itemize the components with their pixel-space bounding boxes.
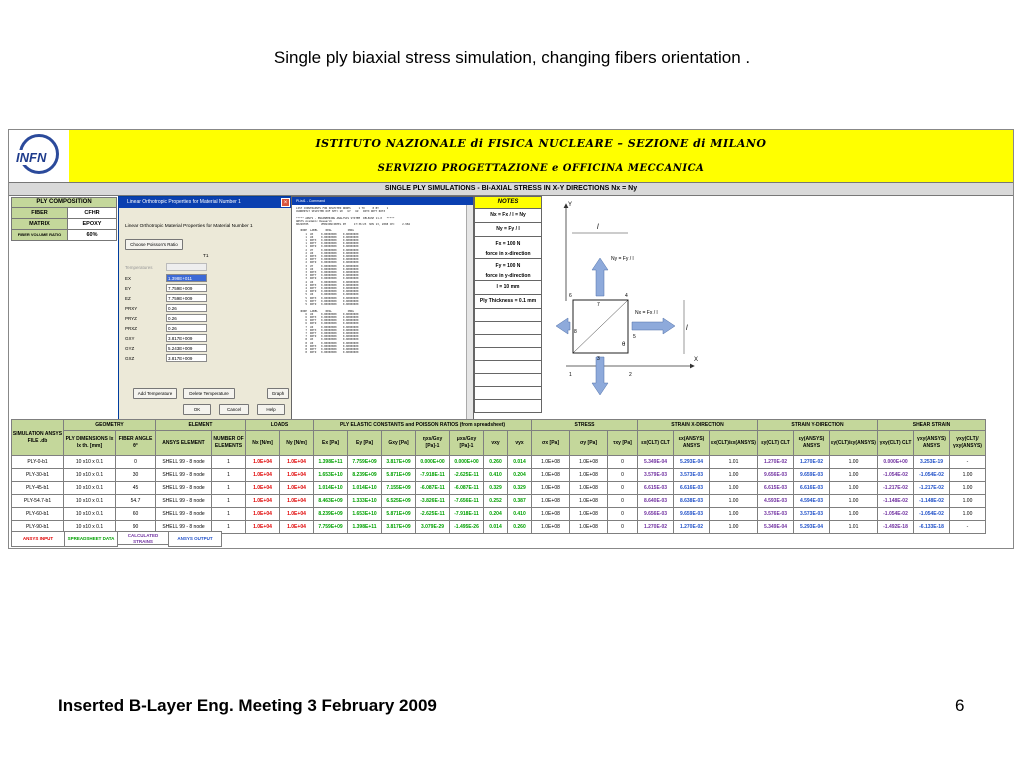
table-cell: 1.0E+04 [280, 521, 314, 534]
table-header: εy(CLT) CLT [758, 431, 794, 456]
table-cell: SHELL 99 - 8 node [156, 508, 212, 521]
ok-button[interactable]: OK [183, 404, 211, 415]
spreadsheet-image [8, 129, 1014, 549]
table-header: εy(ANSYS) ANSYS [794, 431, 830, 456]
table-cell: 6.615E-03 [758, 482, 794, 495]
table-cell: 30 [116, 469, 156, 482]
choose-poisson-button[interactable]: Choose Poisson's Ratio [125, 239, 183, 250]
table-cell: 1.0E+08 [570, 469, 608, 482]
delete-temperature-button[interactable]: Delete Temperature [183, 388, 235, 399]
table-cell: 3.579E-03 [638, 469, 674, 482]
force-arrow-left [556, 318, 570, 334]
infn-logo: INFN [9, 130, 70, 182]
table-row [12, 508, 986, 521]
table-cell: -1.217E-02 [914, 482, 950, 495]
table-cell: 1.00 [830, 456, 878, 469]
table-cell: 1.00 [710, 482, 758, 495]
table-cell: 1.00 [830, 495, 878, 508]
table-cell: -7.918E-11 [416, 469, 450, 482]
prop-field-prxz[interactable]: 0.26 [166, 324, 207, 332]
table-cell: 1.0E+04 [246, 469, 280, 482]
table-cell: 1.00 [710, 495, 758, 508]
table-cell: 0.260 [508, 521, 532, 534]
table-cell: 1.0E+08 [570, 521, 608, 534]
table-row [12, 456, 986, 469]
load-diagram [544, 196, 712, 418]
table-cell: 0.000E+00 [450, 456, 484, 469]
table-cell: -3.826E-11 [416, 495, 450, 508]
page-number: 6 [955, 696, 965, 715]
table-cell: 1.0E+08 [570, 508, 608, 521]
table-cell: 8.638E-03 [674, 495, 710, 508]
table-cell: 8.239E+09 [348, 469, 382, 482]
table-cell: 1 [212, 482, 246, 495]
table-header: νxy [484, 431, 508, 456]
table-cell: PLY-0-b1 [12, 456, 64, 469]
close-icon[interactable]: × [281, 198, 290, 207]
table-cell: 1.0E+08 [532, 482, 570, 495]
table-header: Gxy [Pa] [382, 431, 416, 456]
table-cell: 0.410 [508, 508, 532, 521]
table-cell: 7.155E+09 [382, 482, 416, 495]
svg-text:7: 7 [597, 302, 600, 308]
ansys-constraint-listing: PList1 - Command LIST CONSTRAINTS FOR SELECTED NODES 1 TO 8 BY 1 CURRENTLY SELECTED DOF SET= UX UY UZ ROTX ROTY ROTZ ***** ANSYS - ENGINEERING ANALYSIS SYSTEM RELEASE 11.0 ***** ANSYS Academic Research 00228785 VERSION=INTEL NT 17:36:23 NOV 13, 2008 CP= 2.984 NODE LABEL REAL IMAG 1 UX 0.00000000 0.00000000 1 UZ 0.00000000 0.00000000 1 ROTX 0.00000000 0.00000000 1 ROTY 0.00000000 0.00000000 1 ROTZ 0.00000000 0.00000000 2 UY 0.00000000 0.00000000 2 UZ 0.00000000 0.00000000 2 ROTX 0.00000000 0.00000000 2 ROTY 0.00000000 0.00000000 2 ROTZ 0.00000000 0.00000000 3 UY 0.00000000 0.00000000 3 UZ 0.00000000 0.00000000 3 ROTX 0.00000000 0.00000000 3 ROTY 0.00000000 0.00000000 3 ROTZ 0.00000000 0.00000000 4 UZ 0.00000000 0.00000000 4 ROTX 0.00000000 0.00000000 4 ROTY 0.00000000 0.00000000 4 ROTZ 0.00000000 0.00000000 5 UZ 0.00000000 0.00000000 5 ROTX 0.00000000 0.00000000 5 ROTY 0.00000000 0.00000000 5 ROTZ 0.00000000 0.00000000 NODE LABEL REAL IMAG 6 UZ 0.00000000 0.00000000 6 ROTX 0.00000000 0.00000000 6 ROTY 0.00000000 0.00000000 6 ROTZ 0.00000000 0.00000000 7 UZ 0.00000000 0.00000000 7 ROTX 0.00000000 0.00000000 7 ROTY 0.00000000 0.00000000 7 ROTZ 0.00000000 0.00000000 8 UX 0.00000000 0.00000000 8 UZ 0.00000000 0.00000000 8 ROTX 0.00000000 0.00000000 8 ROTY 0.00000000 0.00000000 8 ROTZ 0.00000000 0.00000000 [291, 196, 474, 420]
table-cell: 5.349E-04 [758, 521, 794, 534]
table-cell: PLY-90-b1 [12, 521, 64, 534]
svg-text:1: 1 [569, 372, 572, 378]
table-cell: 1.333E+10 [348, 495, 382, 508]
table-cell: 0.410 [484, 469, 508, 482]
table-cell: 1.00 [830, 469, 878, 482]
footer-meeting: Inserted B-Layer Eng. Meeting 3 February 2009 [58, 696, 437, 715]
table-cell: 0.260 [484, 456, 508, 469]
table-cell: 0.329 [484, 482, 508, 495]
table-header: NUMBER OF ELEMENTS [212, 431, 246, 456]
table-cell: -6.087E-11 [450, 482, 484, 495]
table-cell: 0.252 [484, 495, 508, 508]
table-cell: 1.270E-02 [674, 521, 710, 534]
table-cell: SHELL 99 - 8 node [156, 456, 212, 469]
table-cell: 5.293E-04 [674, 456, 710, 469]
table-cell: 0 [608, 495, 638, 508]
table-cell: 10 x10 x 0.1 [64, 469, 116, 482]
table-cell: 5.293E-04 [794, 521, 830, 534]
table-cell: -1.054E-02 [914, 508, 950, 521]
nx-label: Nx = Fx / l [635, 310, 658, 316]
table-cell: 0.000E+00 [416, 456, 450, 469]
table-cell: 8.239E+09 [314, 508, 348, 521]
table-header: γxy(CLT)/γxy(ANSYS) [950, 431, 986, 456]
table-cell: 10 x10 x 0.1 [64, 482, 116, 495]
svg-text:3: 3 [597, 356, 600, 362]
table-cell: 1.00 [950, 508, 986, 521]
table-cell: PLY-30-b1 [12, 469, 64, 482]
table-cell: -1.495E-26 [450, 521, 484, 534]
table-cell: 3.576E-03 [758, 508, 794, 521]
table-cell: SHELL 99 - 8 node [156, 482, 212, 495]
table-cell: 1.00 [830, 482, 878, 495]
table-cell: 1.0E+08 [532, 495, 570, 508]
table-cell: -2.625E-11 [450, 469, 484, 482]
prop-field-gyz[interactable]: 5.243E+009 [166, 344, 207, 352]
table-cell: 4.594E-03 [794, 495, 830, 508]
notes-panel: NOTES Nx = Fx / l = Ny Ny = Fy / l Fx = 100 N force in x-direction Fy = 100 N force in y-direction l = 10 mm Ply Thickness = 0.1 mm [474, 196, 542, 418]
table-cell: 1.0E+04 [280, 469, 314, 482]
table-header: εx(CLT)/εx(ANSYS) [710, 431, 758, 456]
x-axis-label: X [694, 357, 699, 363]
table-cell: 1.00 [710, 521, 758, 534]
table-cell: 1.0E+04 [280, 482, 314, 495]
table-cell: 0 [608, 482, 638, 495]
table-cell: 90 [116, 521, 156, 534]
table-cell: 10 x10 x 0.1 [64, 456, 116, 469]
table-cell: 1 [212, 495, 246, 508]
listing-text: LIST CONSTRAINTS FOR SELECTED NODES 1 TO 8 BY 1 CURRENTLY SELECTED DOF SET= UX UY UZ ROTX ROTY ROTZ ***** ANSYS - ENGINEERING ANALYSIS SYSTEM RELEASE 11.0 ***** ANSYS Academic Research 00228785 VERSION=INTEL NT 17:36:23 NOV 13, 2008 CP= 2.984 NODE LABEL REAL IMAG 1 UX 0.00000000 0.00000000 1 UZ 0.00000000 0.00000000 1 ROTX 0.00000000 0.00000000 1 ROTY 0.00000000 0.00000000 1 ROTZ 0.00000000 0.00000000 2 UY 0.00000000 0.00000000 2 UZ 0.00000000 0.00000000 2 ROTX 0.00000000 0.00000000 2 ROTY 0.00000000 0.00000000 2 ROTZ 0.00000000 0.00000000 3 UY 0.00000000 0.00000000 3 UZ 0.00000000 0.00000000 3 ROTX 0.00000000 0.00000000 3 ROTY 0.00000000 0.00000000 3 ROTZ 0.00000000 0.00000000 4 UZ 0.00000000 0.00000000 4 ROTX 0.00000000 0.00000000 4 ROTY 0.00000000 0.00000000 4 ROTZ 0.00000000 0.00000000 5 UZ 0.00000000 0.00000000 5 ROTX 0.00000000 0.00000000 5 ROTY 0.00000000 0.00000000 5 ROTZ 0.00000000 0.00000000 NODE LABEL REAL IMAG 6 UZ 0.00000000 0.00000000 6 ROTX 0.00000000 0.00000000 6 ROTY 0.00000000 0.00000000 6 ROTZ 0.00000000 0.00000000 7 UZ 0.00000000 0.00000000 7 ROTX 0.00000000 0.00000000 7 ROTY 0.00000000 0.00000000 7 ROTZ 0.00000000 0.00000000 8 UX 0.00000000 0.00000000 8 UZ 0.00000000 0.00000000 8 ROTX 0.00000000 0.00000000 8 ROTY 0.00000000 0.00000000 8 ROTZ 0.00000000 0.00000000 [296, 207, 410, 355]
table-cell: 9.656E-03 [638, 508, 674, 521]
prop-field-ex[interactable]: 1.398E+011 [166, 274, 207, 282]
table-cell: 6.615E-03 [638, 482, 674, 495]
color-legend: ANSYS INPUT SPREADSHEET DATA CALCULATED STRAINS ANSYS OUTPUT [11, 531, 221, 547]
prop-field-prxy[interactable]: 0.26 [166, 304, 207, 312]
table-cell: 1.00 [950, 482, 986, 495]
table-cell: 1.0E+04 [246, 482, 280, 495]
table-header: Ey [Pa] [348, 431, 382, 456]
table-header: γxy(CLT) CLT [878, 431, 914, 456]
table-cell: 1.398E+11 [314, 456, 348, 469]
table-cell: 6.616E-03 [794, 482, 830, 495]
table-cell: 0 [608, 469, 638, 482]
table-cell: 1 [212, 521, 246, 534]
table-cell: 6.525E+09 [382, 495, 416, 508]
table-cell: -1.148E-02 [914, 495, 950, 508]
table-cell: 3.573E-03 [794, 508, 830, 521]
table-cell: 10 x10 x 0.1 [64, 508, 116, 521]
banner-line-1: ISTITUTO NAZIONALE di FISICA NUCLEARE – SEZIONE di MILANO [315, 137, 767, 150]
slide-title: Single ply biaxial stress simulation, changing fibers orientation . [273, 48, 751, 67]
table-cell: 1.00 [710, 508, 758, 521]
table-cell: 4.593E-03 [758, 495, 794, 508]
banner-line-2: SERVIZIO PROGETTAZIONE e OFFICINA MECCANICA [377, 163, 705, 174]
table-cell: 0.014 [484, 521, 508, 534]
table-header: εy(CLT)/εy(ANSYS) [830, 431, 878, 456]
table-cell: 1.00 [830, 508, 878, 521]
table-header: γxy(ANSYS) ANSYS [914, 431, 950, 456]
table-cell: 0 [608, 521, 638, 534]
table-cell: 0.329 [508, 482, 532, 495]
table-header: σy [Pa] [570, 431, 608, 456]
cancel-button[interactable]: Cancel [219, 404, 249, 415]
table-header: μxs/Gxy [Pa]-1 [450, 431, 484, 456]
table-cell: - [950, 521, 986, 534]
table-cell: 0.014 [508, 456, 532, 469]
prop-field-ey[interactable]: 7.759E+009 [166, 284, 207, 292]
table-cell: 5.871E+09 [382, 508, 416, 521]
table-cell: 1.398E+11 [348, 521, 382, 534]
graph-button[interactable]: Graph [267, 388, 289, 399]
table-cell: 1.01 [710, 456, 758, 469]
help-button[interactable]: Help [257, 404, 285, 415]
institute-banner [69, 130, 1013, 182]
table-header: PLY DIMENSIONS lx lx th. [mm] [64, 431, 116, 456]
table-cell: 1.270E-02 [638, 521, 674, 534]
svg-text:2: 2 [629, 372, 632, 378]
table-cell: 1.0E+04 [280, 495, 314, 508]
table-header: ηxs/Gxy [Pa]-1 [416, 431, 450, 456]
table-cell: -1.054E-02 [878, 469, 914, 482]
table-row [12, 495, 986, 508]
force-arrow-up [592, 258, 608, 296]
table-cell: 5.871E+09 [382, 469, 416, 482]
table-cell: 1.0E+08 [532, 456, 570, 469]
table-row [12, 469, 986, 482]
table-cell: 1.0E+08 [532, 508, 570, 521]
table-header: ANSYS ELEMENT [156, 431, 212, 456]
table-cell: 0.000E+00 [878, 456, 914, 469]
table-header: εx(CLT) CLT [638, 431, 674, 456]
table-header: Ny [N/m] [280, 431, 314, 456]
prop-field-pryz[interactable]: 0.26 [166, 314, 207, 322]
prop-field-gxz[interactable]: 3.817E+009 [166, 354, 207, 362]
table-cell: 0.387 [508, 495, 532, 508]
prop-field-gxy[interactable]: 3.817E+009 [166, 334, 207, 342]
table-cell: 1.0E+08 [532, 469, 570, 482]
table-cell: 1.270E-02 [794, 456, 830, 469]
table-cell: 3.817E+09 [382, 521, 416, 534]
table-cell: 1.270E-02 [758, 456, 794, 469]
table-cell: 60 [116, 508, 156, 521]
table-cell: 10 x10 x 0.1 [64, 495, 116, 508]
table-row [12, 482, 986, 495]
theta-label: θ [622, 342, 626, 348]
table-cell: PLY-60-b1 [12, 508, 64, 521]
table-cell: 1.0E+04 [246, 495, 280, 508]
y-axis-label: Y [568, 202, 573, 208]
table-header: Nx [N/m] [246, 431, 280, 456]
table-cell: -1.217E-02 [878, 482, 914, 495]
table-header: τxy [Pa] [608, 431, 638, 456]
table-cell: 1.0E+04 [246, 456, 280, 469]
table-cell: SHELL 99 - 8 node [156, 521, 212, 534]
table-cell: 7.759E+09 [314, 521, 348, 534]
results-table: SIMULATION ANSYS FILE .db GEOMETRY ELEMENT LOADS PLY ELASTIC CONSTANTS and POISSON RATIOS (from spreadsheet) STRESS STRAIN X-DIRECTION STRAIN Y-DIRECTION SHEAR STRAIN PLY DIMENSIONS lx lx th. [mm] FIBER ANGLE θ° ANSYS ELEMENT NUMBER OF ELEMENTS Nx [N/m] Ny [N/m] Ex [Pa] Ey [Pa] Gxy [Pa] ηxs/Gxy [Pa]-1 μxs/Gxy [Pa]-1 νxy νyx σx [Pa] σy [Pa] τxy [Pa] εx(CLT) CLT εx(ANSYS) ANSYS εx(CLT)/εx(ANSYS) εy(CLT) CLT εy(ANSYS) ANSYS εy(CLT)/εy(ANSYS) γxy(CLT) CLT γxy(ANSYS) ANSYS γxy(CLT)/γxy(ANSYS) PLY-0-b1 10 x10 x 0.1 0 SHELL 99 - 8 node 1 1.0E+04 1.0E+04 1.398E+11 7.759E+09 3.817E+09 0.000E+00 0.000E+00 0.260 0.014 1.0E+08 1.0E+08 0 5.349E-04 5.293E-04 1.01 1.270E-02 1.270E-02 1.00 0.000E+00 3.253E-19 - PLY-30-b1 10 x10 x 0.1 30 SHELL 99 - 8 node 1 1.0E+04 1.0E+04 1.653E+10 8.239E+09 5.871E+09 -7.918E-11 -2.625E-11 0.410 0.204 1.0E+08 1.0E+08 0 3.579E-03 3.573E-03 1.00 9.656E-03 9.659E-03 1.00 -1.054E-02 -1.054E-02 1.00 PLY-45-b1 10 x10 x 0.1 45 SHELL 99 - 8 node 1 1.0E+04 1.0E+04 1.014E+10 1.014E+10 7.155E+09 -6.087E-11 -6.087E-11 0.329 0.329 1.0E+08 1.0E+08 0 6.615E-03 6.616E-03 1.00 6.615E-03 6.616E-03 1.00 -1.217E-02 -1.217E-02 1.00 PLY-54.7-b1 10 x10 x 0.1 54.7 SHELL 99 - 8 node 1 1.0E+04 1.0E+04 8.463E+09 1.333E+10 6.525E+09 -3.826E-11 -7.656E-11 0.252 0.387 1.0E+08 1.0E+08 0 8.640E-03 8.638E-03 1.00 4.593E-03 4.594E-03 1.00 -1.148E-02 -1.148E-02 1.00 PLY-60-b1 10 x10 x 0.1 60 SHELL 99 - 8 node 1 1.0E+04 1.0E+04 8.239E+09 1.653E+10 5.871E+09 -2.625E-11 -7.918E-11 0.204 0.410 1.0E+08 1.0E+08 0 9.656E-03 9.659E-03 1.00 3.576E-03 3.573E-03 1.00 -1.054E-02 -1.054E-02 1.00 PLY-90-b1 10 x10 x 0.1 90 SHELL 99 - 8 node 1 1.0E+04 1.0E+04 7.759E+09 1.398E+11 3.817E+09 3.079E-29 -1.495E-26 0.014 0.260 1.0E+08 1.0E+08 0 1.270E-02 1.270E-02 1.00 5.349E-04 5.293E-04 1.01 -1.492E-18 -6.133E-18 - [11, 419, 986, 534]
ply-composition: PLY COMPOSITION FIBER CFHR MATRIX EPOXY FIBER VOLUME RATIO 60% [11, 197, 117, 241]
listing-scrollbar[interactable] [466, 205, 473, 419]
table-cell: 0.204 [484, 508, 508, 521]
table-cell: 1.0E+08 [570, 456, 608, 469]
table-cell: 0 [116, 456, 156, 469]
table-cell: 1.0E+08 [532, 521, 570, 534]
table-cell: PLY-45-b1 [12, 482, 64, 495]
table-cell: 1.0E+04 [246, 508, 280, 521]
table-cell: 1.0E+04 [280, 508, 314, 521]
table-cell: 0 [608, 456, 638, 469]
table-cell: -6.133E-18 [914, 521, 950, 534]
table-cell: 1 [212, 508, 246, 521]
table-cell: 1.0E+04 [280, 456, 314, 469]
table-cell: 9.656E-03 [758, 469, 794, 482]
table-cell: 9.659E-03 [794, 469, 830, 482]
table-cell: 8.640E-03 [638, 495, 674, 508]
col-simulation: SIMULATION ANSYS FILE .db [12, 420, 64, 456]
svg-text:5: 5 [633, 334, 636, 340]
table-cell: -1.492E-18 [878, 521, 914, 534]
table-cell: 1.014E+10 [314, 482, 348, 495]
table-cell: 5.349E-04 [638, 456, 674, 469]
table-cell: 54.7 [116, 495, 156, 508]
ny-label: Ny = Fy / l [611, 256, 634, 262]
table-cell: 7.759E+09 [348, 456, 382, 469]
table-cell: 1.00 [950, 469, 986, 482]
table-cell: 10 x10 x 0.1 [64, 521, 116, 534]
table-cell: 1.0E+08 [570, 495, 608, 508]
table-cell: SHELL 99 - 8 node [156, 469, 212, 482]
table-cell: - [950, 456, 986, 469]
table-cell: -1.148E-02 [878, 495, 914, 508]
force-arrow-right [632, 318, 675, 334]
table-header: σx [Pa] [532, 431, 570, 456]
add-temperature-button[interactable]: Add Temperature [133, 388, 177, 399]
table-header: νyx [508, 431, 532, 456]
dialog-title: Linear Orthotropic Properties for Material Number 1 [119, 197, 291, 208]
table-cell: -1.054E-02 [878, 508, 914, 521]
table-cell: 1.0E+08 [570, 482, 608, 495]
table-header: Ex [Pa] [314, 431, 348, 456]
table-cell: -1.054E-02 [914, 469, 950, 482]
table-cell: 0 [608, 508, 638, 521]
table-cell: 8.463E+09 [314, 495, 348, 508]
table-cell: 1.653E+10 [348, 508, 382, 521]
table-cell: 1.00 [710, 469, 758, 482]
table-cell: 3.253E-19 [914, 456, 950, 469]
dim-l-top: l [597, 224, 599, 231]
sheet-title: SINGLE PLY SIMULATIONS - BI-AXIAL STRESS IN X-Y DIRECTIONS Nx = Ny [9, 182, 1013, 196]
table-cell: 1.00 [950, 495, 986, 508]
table-cell: 1 [212, 469, 246, 482]
table-header: FIBER ANGLE θ° [116, 431, 156, 456]
table-cell: 3.079E-29 [416, 521, 450, 534]
svg-text:4: 4 [625, 293, 628, 299]
table-header: εx(ANSYS) ANSYS [674, 431, 710, 456]
table-cell: 0.204 [508, 469, 532, 482]
table-cell: -7.918E-11 [450, 508, 484, 521]
prop-field-ez[interactable]: 7.759E+009 [166, 294, 207, 302]
table-cell: 9.659E-03 [674, 508, 710, 521]
table-cell: 1.653E+10 [314, 469, 348, 482]
svg-text:8: 8 [574, 329, 577, 335]
table-cell: 1 [212, 456, 246, 469]
force-arrow-down [592, 357, 608, 395]
table-cell: 1.014E+10 [348, 482, 382, 495]
table-cell: 1.0E+04 [246, 521, 280, 534]
table-cell: SHELL 99 - 8 node [156, 495, 212, 508]
table-cell: 3.573E-03 [674, 469, 710, 482]
table-cell: 1.01 [830, 521, 878, 534]
table-cell: PLY-54.7-b1 [12, 495, 64, 508]
orthotropic-properties-dialog: Linear Orthotropic Properties for Material Number 1 × Linear Orthotropic Material Properties for Material Number 1 Choose Poisson's Ratio T1 Temperatures EX 1.398E+011 EY 7.759E+009 EZ 7.759E+009 PRXY 0.26 PRYZ 0.26 PRXZ 0.26 GXY 3.817E+009 GYZ 5.243E+009 GXZ 3.817E+009 Add Temperature Delete Temperature Graph OK Cancel Help [118, 196, 292, 420]
table-cell: 45 [116, 482, 156, 495]
table-cell: -2.625E-11 [416, 508, 450, 521]
table-cell: 6.616E-03 [674, 482, 710, 495]
dim-l-side: l [686, 325, 688, 332]
svg-text:6: 6 [569, 293, 572, 299]
table-cell: -7.656E-11 [450, 495, 484, 508]
table-cell: -6.087E-11 [416, 482, 450, 495]
table-cell: 3.817E+09 [382, 456, 416, 469]
